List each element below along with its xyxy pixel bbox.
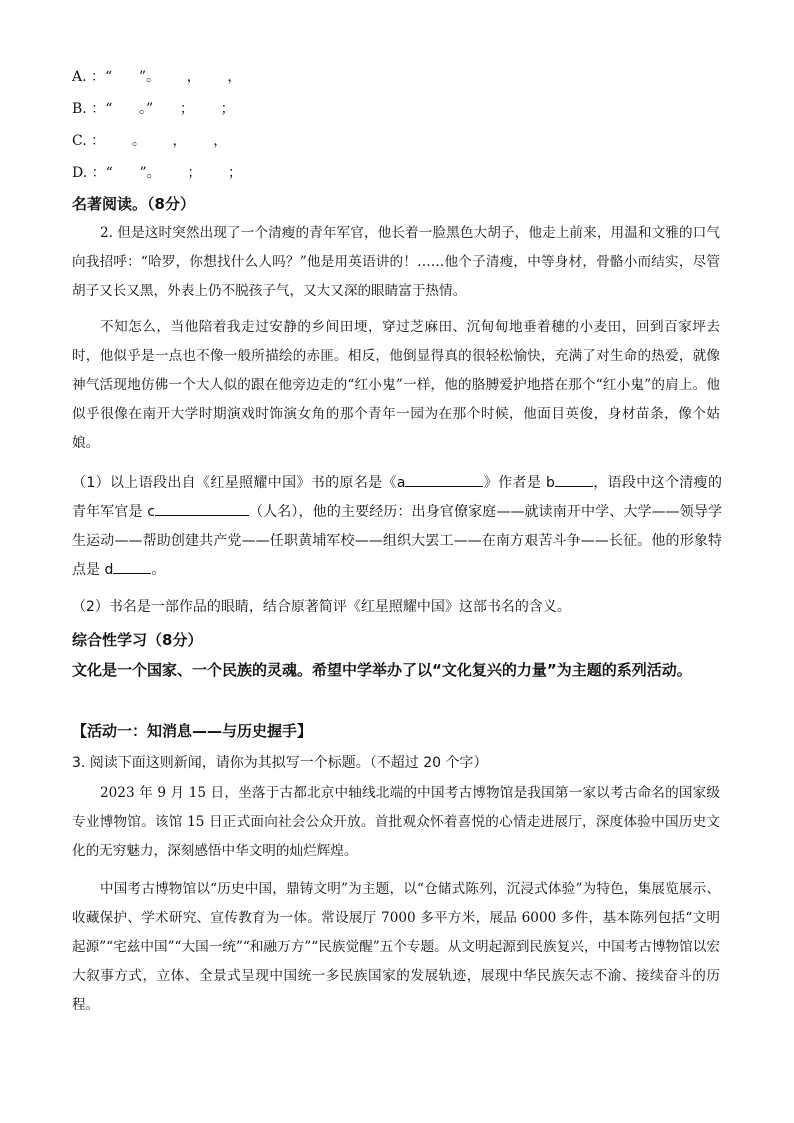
question-1-1-text-c: ，语段中这个清瘦的青年军官是 c [72,475,722,520]
comprehensive-intro: 文化是一个国家、一个民族的灵魂。希望中学举办了以“文化复兴的力量”为主题的系列活动。 [72,661,692,679]
question-1-1-text-d: （人名），他的主要经历：出身官僚家庭——就读南开中学、大学——领导学生运动——帮助创建共产党——任职黄埔军校——组织大罢工——在南方艰苦斗争——长征。他的形象特点是 d [72,504,722,578]
reading-passage-paragraph-2: 不知怎么，当他陪着我走过安静的乡间田埂，穿过芝麻田、沉甸甸地垂着穗的小麦田，回到百家坪去时，他似乎是一点也不像一般所描绘的赤匪。相反，他倒显得真的很轻松愉快，充满了对生命的热爱，就像神气活现地仿佛一个大人似的跟在他旁边走的“红小鬼”一样，他的胳膊爱护地搭在那个“红小鬼”的肩上。他似乎很像在南开大学时期演戏时饰演女角的那个青年一园为在那个时候，他面目英俊，身材苗条，像个姑娘。 [72,319,720,451]
reading-passage-paragraph-1: 2. 但是这时突然出现了一个清瘦的青年军官，他长着一脸黑色大胡子，他走上前来，用温和文雅的口气向我招呼：“哈罗，你想找什么人吗？”他是用英语讲的！……他个子清瘦，中等身材，骨骼小而结实，尽管胡子又长又黑，外表上仍不脱孩子气，又大又深的眼睛富于热情。 [72,225,720,299]
answer-blank-d[interactable] [113,557,151,574]
question-1-1 [72,469,722,585]
option-a[interactable]: A. ：“ ”。 ， ， [72,69,242,85]
option-b[interactable]: B. ：“ 。” ； ； [72,101,235,117]
activity-1-heading: 【活动一：知消息——与历史握手】 [72,722,313,740]
option-c[interactable]: C. ： 。 ， ， [72,133,228,149]
question-1-2: （2）书名是一部作品的眼睛，结合原著简评《红星照耀中国》这部书名的含义。 [72,599,571,615]
question-1-1-text-b: 》作者是 b [483,475,555,491]
section-heading-comprehensive: 综合性学习（8分） [72,631,203,649]
question-3: 3. 阅读下面这则新闻，请你为其拟写一个标题。（不超过 20 个字） [72,755,488,771]
section-heading-reading: 名著阅读。（8分） [72,195,195,213]
answer-blank-b[interactable] [555,470,593,487]
question-1-1-text-a: （1）以上语段出自《红星照耀中国》书的原名是《a [72,475,406,491]
news-paragraph-2: 中国考古博物馆以“历史中国，鼎铸文明”为主题，以“仓储式陈列，沉浸式体验”为特色，集展览展示、收藏保护、学术研究、宣传教育为一体。常设展厅 7000 多平方米，展品 6000 多件，基本陈列包括“文明起源”“宅兹中国”“大国一统”“和融万方”“民族觉醒”五个专题。从文明起源到民族复兴，中国考古博物馆以宏大叙事方式，立体、全景式呈现中国统一多民族国家的发展轨迹，展现中华民族矢志不渝、接续奋斗的历程。 [72,881,720,1013]
option-d[interactable]: D. ：“ ”。 ； ； [72,165,243,181]
answer-blank-a[interactable] [405,470,483,487]
news-paragraph-1: 2023 年 9 月 15 日，坐落于古都北京中轴线北端的中国考古博物馆是我国第一家以考古命名的国家级专业博物馆。该馆 15 日正式面向社会公众开放。首批观众怀着喜悦的心情走进展厅，深度体验中国历史文化的无穷魅力，深刻感悟中华文明的灿烂辉煌。 [72,785,720,859]
answer-blank-c[interactable] [155,499,249,516]
question-1-1-end: 。 [151,562,166,578]
